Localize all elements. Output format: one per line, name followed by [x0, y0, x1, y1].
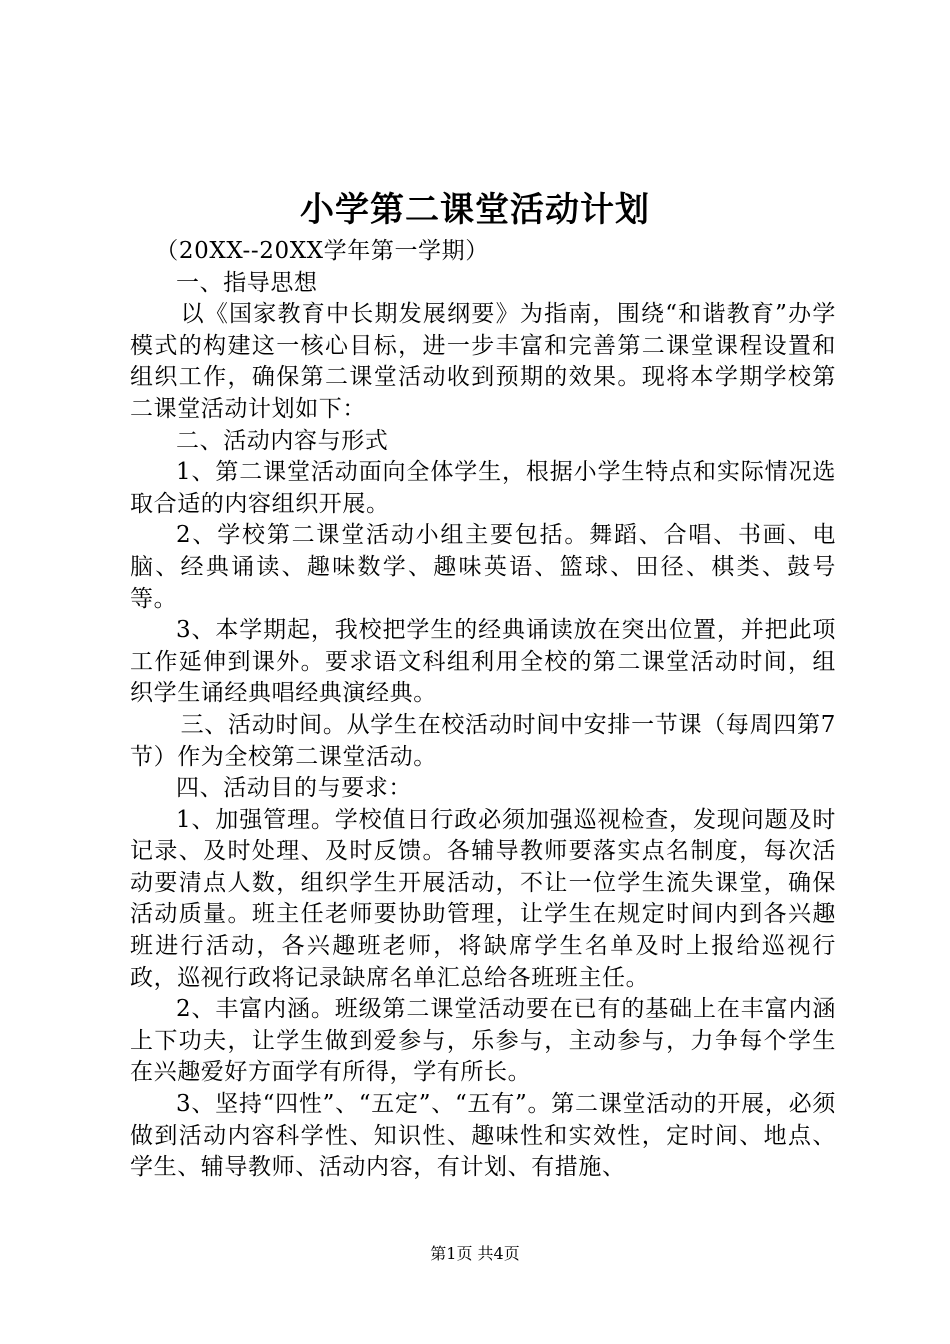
- paragraph-goals-3: 3、坚持“四性”、“五定”、“五有”。第二课堂活动的开展，必须做到活动内容科学性、知识性、趣味性和实效性，定时间、地点、学生、辅导教师、活动内容，有计划、有措施、: [130, 1091, 836, 1181]
- section-heading-goals: 四、活动目的与要求：: [176, 775, 412, 802]
- page-number-footer: 第1页 共4页: [430, 1244, 520, 1263]
- paragraph-content-3: 3、本学期起，我校把学生的经典诵读放在突出位置，并把此项工作延伸到课外。要求语文科组利用全校的第二课堂活动时间，组织学生诵经典唱经典演经典。: [130, 617, 836, 707]
- section-activity-time: 三、活动时间。从学生在校活动时间中安排一节课（每周四第7节）作为全校第二课堂活动。: [130, 711, 836, 770]
- paragraph-content-2: 2、学校第二课堂活动小组主要包括。舞蹈、合唱、书画、电脑、经典诵读、趣味数学、趣味英语、篮球、田径、棋类、鼓号等。: [130, 522, 836, 612]
- semester-subtitle: （20XX--20XX学年第一学期）: [155, 238, 489, 264]
- section-heading-guiding-thought: 一、指导思想: [176, 269, 318, 296]
- document-body: [130, 236, 836, 1184]
- section-heading-content-form: 二、活动内容与形式: [176, 427, 389, 454]
- paragraph-content-1: 1、第二课堂活动面向全体学生，根据小学生特点和实际情况选取合适的内容组织开展。: [130, 459, 836, 517]
- paragraph-guiding-thought: 以《国家教育中长期发展纲要》为指南，围绕“和谐教育”办学模式的构建这一核心目标，进一步丰富和完善第二课堂课程设置和组织工作，确保第二课堂活动收到预期的效果。现将本学期学校第二课堂活动计划如下：: [130, 301, 836, 422]
- document-title: 小学第二课堂活动计划: [300, 190, 650, 230]
- paragraph-goals-1: 1、加强管理。学校值日行政必须加强巡视检查，发现问题及时记录、及时处理、及时反馈。各辅导教师要落实点名制度，每次活动要清点人数，组织学生开展活动，不让一位学生流失课堂，确保活动质量。班主任老师要协助管理，让学生在规定时间内到各兴趣班进行活动，各兴趣班老师，将缺席学生名单及时上报给巡视行政，巡视行政将记录缺席名单汇总给各班班主任。: [130, 806, 836, 991]
- paragraph-goals-2: 2、丰富内涵。班级第二课堂活动要在已有的基础上在丰富内涵上下功夫，让学生做到爱参与，乐参与，主动参与，力争每个学生在兴趣爱好方面学有所得，学有所长。: [130, 996, 836, 1086]
